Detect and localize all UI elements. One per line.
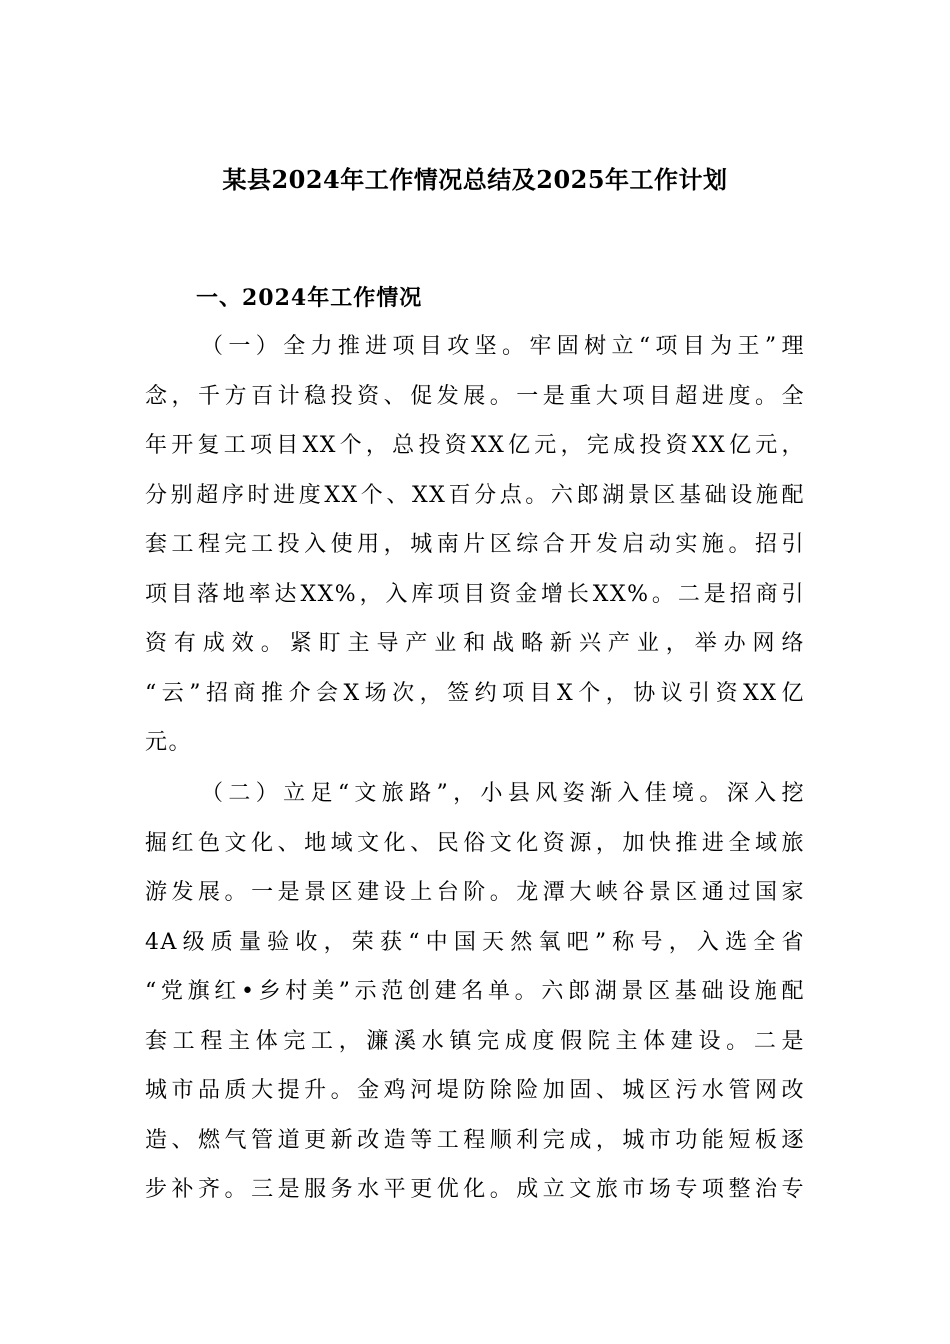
paragraph-line: （二）立足“文旅路”，小县风姿渐入佳境。深入挖: [201, 781, 805, 806]
paragraph-line: 套工程完工投入使用，城南片区综合开发启动实施。招引: [145, 532, 805, 557]
paragraph-line: （一）全力推进项目攻坚。牢固树立“项目为王”理: [201, 334, 805, 359]
paragraph-line: 资有成效。紧盯主导产业和战略新兴产业，举办网络: [145, 631, 805, 656]
paragraph-line: 元。: [145, 730, 193, 755]
paragraph-line: 套工程主体完工，濂溪水镇完成度假院主体建设。二是: [145, 1028, 805, 1054]
paragraph-line: 掘红色文化、地域文化、民俗文化资源，加快推进全域旅: [145, 830, 805, 856]
paragraph-line: 游发展。一是景区建设上台阶。龙潭大峡谷景区通过国家: [145, 880, 805, 905]
paragraph-line: 项目落地率达XX%，入库项目资金增长XX%。二是招商引: [145, 581, 805, 607]
paragraph-line: 城市品质大提升。金鸡河堤防除险加固、城区污水管网改: [145, 1078, 805, 1103]
paragraph-line: 步补齐。三是服务水平更优化。成立文旅市场专项整治专: [145, 1177, 805, 1202]
section-heading: 一、2024年工作情况: [196, 285, 423, 311]
paragraph-line: “云”招商推介会X场次，签约项目X个，协议引资XX亿: [145, 680, 805, 706]
paragraph-line: 4A级质量验收，荣获“中国天然氧吧”称号，入选全省: [145, 929, 805, 955]
paragraph-line: 分别超序时进度XX个、XX百分点。六郎湖景区基础设施配: [145, 482, 805, 508]
paragraph-2: [145, 769, 805, 1215]
paragraph-1: [145, 322, 805, 768]
paragraph-line: 念，千方百计稳投资、促发展。一是重大项目超进度。全: [145, 383, 805, 409]
paragraph-line: 年开复工项目XX个，总投资XX亿元，完成投资XX亿元，: [145, 433, 805, 458]
paragraph-line: 造、燃气管道更新改造等工程顺利完成，城市功能短板逐: [145, 1127, 805, 1153]
document-title: 某县2024年工作情况总结及2025年工作计划: [222, 165, 728, 194]
paragraph-line: “党旗红•乡村美”示范创建名单。六郎湖景区基础设施配: [145, 979, 805, 1004]
